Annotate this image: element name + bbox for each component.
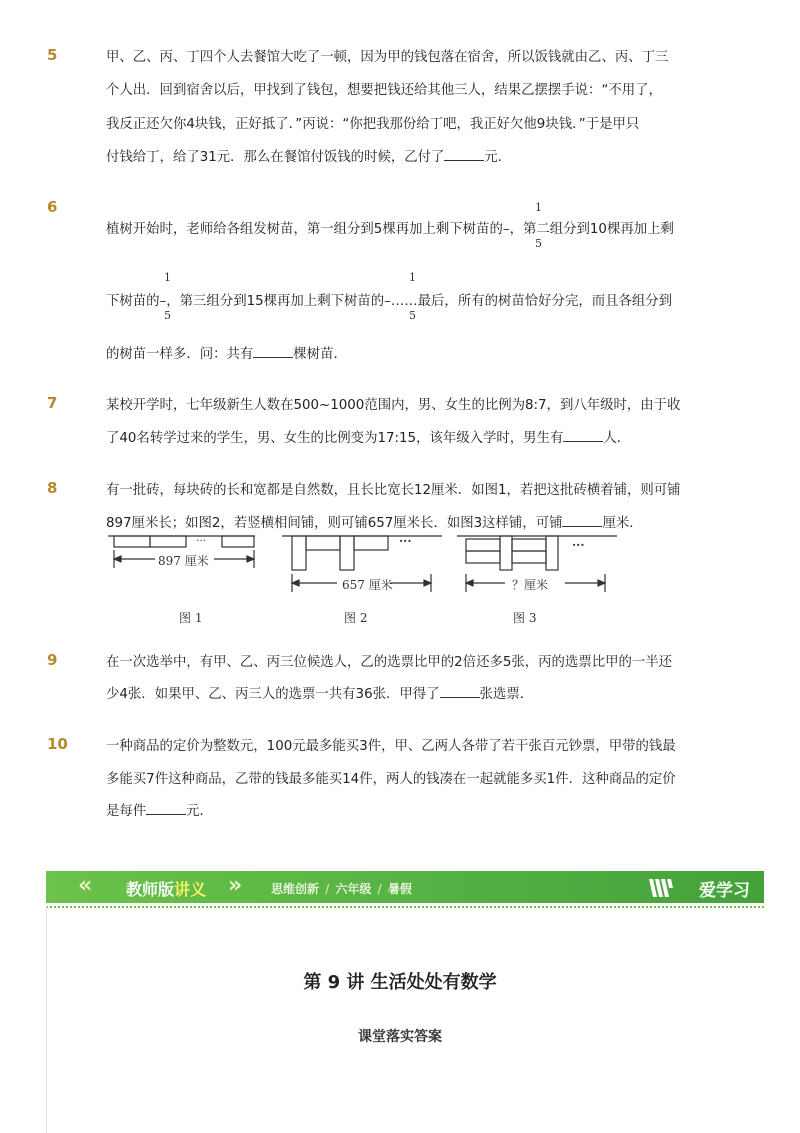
fig2-label: 图 2 [344,611,368,625]
banner-title: 教师版讲义 [126,880,207,899]
fig1-dots: … [196,533,206,544]
answer-blank[interactable] [440,685,480,698]
question-text-line: 某校开学时，七年级新生人数在500~1000范围内，男、女生的比例为8:7，到八年级时，由于收 [106,398,681,413]
question-number: 7 [47,394,58,412]
question-number: 9 [47,651,58,669]
fraction-denominator: 5 [164,309,171,322]
fig2-measure: 657 厘米 [342,578,393,592]
question-text-line: 一种商品的定价为整数元，100元最多能买3件，甲、乙两人各带了若干张百元钞票，甲带的钱最 [106,739,676,754]
question-text-line: 了40名转学过来的学生，男、女生的比例变为17:15，该年级入学时，男生有 人． [106,431,631,446]
question-text-line: 897厘米长；如图2，若竖横相间铺，则可铺657厘米长．如图3这样铺，可铺 厘米． [106,516,643,531]
question-number: 5 [47,46,58,64]
page-margin-rule [46,906,47,1133]
question-number: 10 [47,735,68,753]
question-text-line: 有一批砖，每块砖的长和宽都是自然数，且长比宽长12厘米．如图1，若把这批砖横着铺，则可铺 [106,483,681,498]
fraction-numerator: 1 [409,271,416,284]
question-text-line: 下树苗的–，第三组分到15棵再加上剩下树苗的–……最后，所有的树苗恰好分完，而且各组分到 [106,294,673,309]
brand-name: 爱学习 [699,881,750,901]
answer-blank[interactable] [253,345,293,358]
question-text-line: 甲、乙、丙、丁四个人去餐馆大吃了一顿，因为甲的钱包落在宿舍，所以饭钱就由乙、丙、丁三 [106,50,669,65]
question-text-line: 植树开始时，老师给各组发树苗，第一组分到5棵再加上剩下树苗的–，第二组分到10棵再加上剩 [106,222,674,237]
answer-blank[interactable] [444,148,484,161]
brand-logo-icon [648,876,674,898]
fig1-measure: 897 厘米 [158,554,209,568]
fraction-numerator: 1 [164,271,171,284]
question-number: 6 [47,198,58,216]
chevron-right-icon: » [228,873,237,898]
fig1-label: 图 1 [179,611,203,625]
header-banner [46,871,764,903]
lecture-title: 第 9 讲 生活处处有数学 [303,972,497,993]
banner-divider [46,906,764,908]
answer-blank[interactable] [146,802,186,815]
lecture-subtitle: 课堂落实答案 [358,1029,442,1045]
answer-blank[interactable] [562,514,602,527]
fraction-denominator: 5 [409,309,416,322]
question-text-line: 在一次选举中，有甲、乙、丙三位候选人，乙的选票比甲的2倍还多5张，丙的选票比甲的一半还 [106,655,673,670]
fig2-dots: ··· [399,534,412,548]
question-text-line: 少4张．如果甲、乙、丙三人的选票一共有36张．甲得了 张选票． [106,687,534,702]
fig3-label: 图 3 [513,611,537,625]
question-number: 8 [47,479,58,497]
fraction-denominator: 5 [535,237,542,250]
question-text-line: 个人出．回到宿舍以后，甲找到了钱包，想要把钱还给其他三人，结果乙摆摆手说：“不用了， [106,83,662,98]
question-text-line: 付钱给丁，给了31元．那么在餐馆付饭钱的时候，乙付了 元． [106,150,512,165]
question-text-line: 多能买7件这种商品，乙带的钱最多能买14件，两人的钱凑在一起就能多买1件．这种商品的定价 [106,772,676,787]
fig3-dots: ··· [572,538,585,552]
answer-blank[interactable] [563,429,603,442]
chevron-left-icon: « [78,873,87,898]
question-text-line: 的树苗一样多．问：共有 棵树苗． [106,347,347,362]
question-text-line: 我反正还欠你4块钱，正好抵了．”丙说：“你把我那份给丁吧，我正好欠他9块钱．”于是甲只 [106,117,640,132]
fraction-numerator: 1 [535,201,542,214]
fig3-measure: ？厘米 [512,578,549,592]
question-text-line: 是每件 元． [106,804,213,819]
banner-course-info: 思维创新 / 六年级 / 暑假 [271,882,412,896]
